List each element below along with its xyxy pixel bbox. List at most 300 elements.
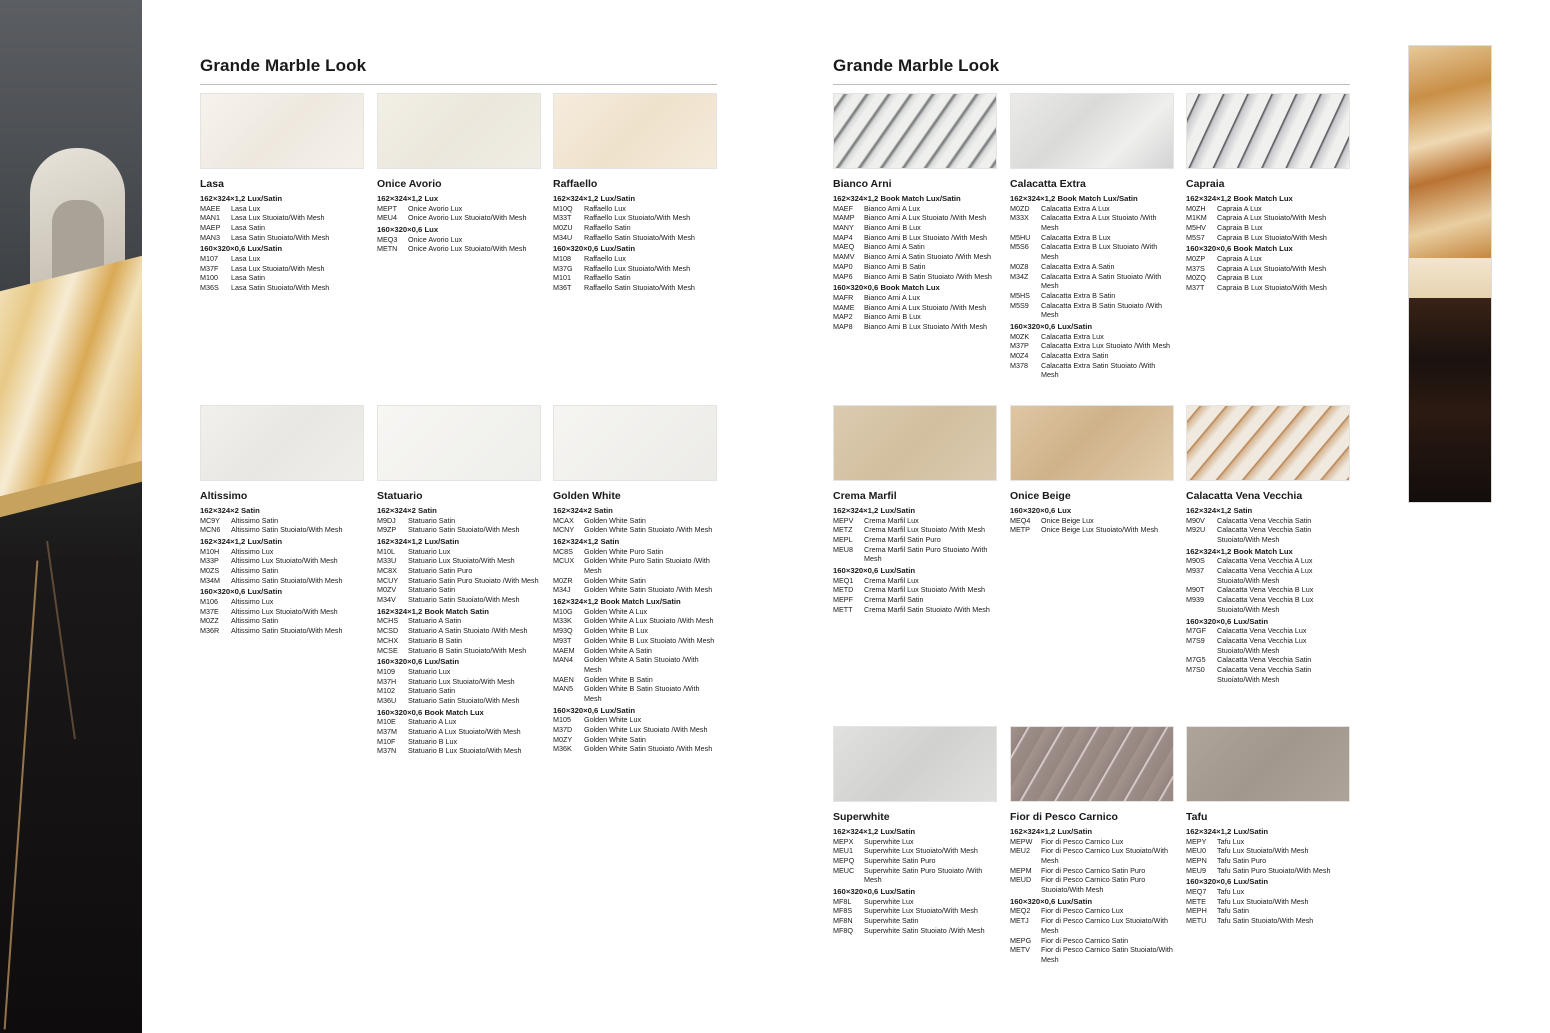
product-code: M10G bbox=[553, 606, 573, 616]
product-code: M36S bbox=[200, 283, 219, 293]
product-code: MF8S bbox=[833, 906, 853, 916]
product-description: Tafu Lux bbox=[1217, 887, 1245, 896]
product-name: Superwhite bbox=[833, 811, 890, 823]
product-code-row bbox=[833, 866, 997, 885]
product-description: Statuario Satin Stuoiato/With Mesh bbox=[408, 595, 520, 605]
product-code: MEU8 bbox=[833, 544, 853, 554]
product-card-statuario bbox=[377, 405, 541, 758]
product-code: M5HV bbox=[1186, 223, 1206, 232]
calacatta-vena-vecchia-swatch-image bbox=[1186, 405, 1350, 481]
product-code-row bbox=[833, 252, 997, 262]
format-group bbox=[377, 607, 541, 655]
product-code-row bbox=[200, 223, 364, 233]
product-code-row bbox=[200, 616, 364, 626]
product-code-row bbox=[553, 556, 717, 575]
product-description: Calacatta Extra A Lux Stuoiato /With Mesh bbox=[1041, 213, 1157, 232]
product-description: Bianco Arni B Satin Stuoiato /With Mesh bbox=[864, 271, 992, 281]
format-group bbox=[833, 194, 997, 281]
format-heading: 160×320×0,6 Lux/Satin bbox=[833, 566, 916, 576]
product-code-row bbox=[833, 516, 997, 526]
product-code: M37G bbox=[553, 263, 573, 273]
product-name: Calacatta Vena Vecchia bbox=[1186, 490, 1303, 502]
product-code-row bbox=[833, 272, 997, 282]
product-code: MF8L bbox=[833, 896, 852, 906]
format-heading: 160×320×0,6 Lux/Satin bbox=[553, 244, 636, 254]
product-code-row bbox=[553, 223, 717, 233]
product-code: MCNY bbox=[553, 525, 575, 535]
product-description: Golden White Satin bbox=[584, 575, 646, 585]
onice-avorio-swatch-image bbox=[377, 93, 541, 169]
superwhite-swatch-image bbox=[833, 726, 997, 802]
product-description: Golden White Puro Satin Stuoiato /With Mesh bbox=[584, 556, 710, 575]
product-code: MAP6 bbox=[833, 271, 853, 281]
format-group bbox=[833, 887, 997, 935]
product-code-row bbox=[377, 566, 541, 576]
format-heading: 162×324×1,2 Book Match Lux/Satin bbox=[1010, 194, 1138, 203]
format-heading: 162×324×2 Satin bbox=[377, 506, 437, 515]
product-code: MEPQ bbox=[833, 856, 855, 865]
page-title-right: Grande Marble Look bbox=[833, 56, 1000, 75]
format-group bbox=[1186, 617, 1350, 685]
product-code-row bbox=[200, 254, 364, 264]
product-code: M37S bbox=[1186, 263, 1205, 273]
onice-beige-swatch-image bbox=[1010, 405, 1174, 481]
product-code-row bbox=[1010, 516, 1174, 526]
product-description: Statuario Satin Stuoiato/With Mesh bbox=[408, 525, 520, 535]
product-code-row bbox=[1010, 945, 1174, 964]
format-heading: 162×324×1,2 Book Match Lux/Satin bbox=[833, 194, 961, 203]
product-code: M33P bbox=[200, 556, 219, 566]
product-code: MEPV bbox=[833, 515, 854, 525]
product-description: Calacatta Extra Lux Stuoiato /With Mesh bbox=[1041, 341, 1171, 351]
product-code-row bbox=[833, 525, 997, 535]
product-code-row bbox=[1010, 361, 1174, 380]
product-code-row bbox=[1010, 846, 1174, 865]
format-heading: 160×320×0,6 Lux/Satin bbox=[200, 587, 283, 597]
product-description: Tafu Satin bbox=[1217, 906, 1249, 916]
product-code-row bbox=[833, 262, 997, 272]
product-code: M90T bbox=[1186, 585, 1205, 595]
product-code: M5S9 bbox=[1010, 300, 1029, 310]
product-code-row bbox=[377, 746, 541, 756]
product-code: M939 bbox=[1186, 595, 1204, 605]
product-description: Statuario Satin Puro Stuoiato /With Mesh bbox=[408, 575, 539, 585]
format-heading: 162×324×1,2 Book Match Lux/Satin bbox=[553, 597, 681, 607]
product-code-row bbox=[1010, 242, 1174, 261]
product-code: MAMP bbox=[833, 213, 855, 223]
product-card-capraia bbox=[1186, 93, 1350, 295]
dark-marble-vein bbox=[46, 541, 76, 739]
product-code: M33U bbox=[377, 556, 397, 566]
product-code-row bbox=[553, 735, 717, 745]
product-description: Altissimo Lux bbox=[231, 597, 274, 606]
product-code-row bbox=[553, 655, 717, 674]
product-code: MEUC bbox=[833, 865, 855, 875]
product-code: M10L bbox=[377, 546, 395, 556]
format-group bbox=[1010, 322, 1174, 380]
product-description: Lasa Satin Stuoiato/With Mesh bbox=[231, 283, 330, 293]
product-code-row bbox=[553, 273, 717, 283]
format-group bbox=[1010, 897, 1174, 965]
product-code: MEPM bbox=[1010, 865, 1032, 875]
product-description: Calacatta Extra A Lux bbox=[1041, 203, 1110, 213]
product-code-row bbox=[377, 667, 541, 677]
product-description: Golden White A Satin bbox=[584, 645, 652, 655]
product-code-row bbox=[553, 607, 717, 617]
format-group bbox=[377, 225, 541, 254]
product-description: Calacatta Extra B Lux Stuoiato /With Mesh bbox=[1041, 242, 1158, 262]
product-name: Crema Marfil bbox=[833, 490, 897, 502]
product-description: Golden White A Lux Stuoiato /With Mesh bbox=[584, 616, 714, 626]
calacatta-extra-swatch-image bbox=[1010, 93, 1174, 169]
product-description: Statuario Lux bbox=[408, 546, 451, 556]
product-description: Altissimo Lux Stuoiato/With Mesh bbox=[231, 556, 338, 566]
product-description: Calacatta Vena Vecchia B Lux Stuoiato/With Mesh bbox=[1217, 595, 1314, 614]
product-description: Onice Avorio Lux bbox=[408, 234, 463, 244]
product-code: M93T bbox=[553, 635, 572, 645]
product-description: Fior di Pesco Carnico Satin Puro bbox=[1041, 865, 1146, 875]
product-description: Statuario A Satin bbox=[408, 616, 462, 626]
product-description: Golden White Puro Satin bbox=[584, 546, 664, 556]
product-name: Raffaello bbox=[553, 178, 598, 190]
product-description: Crema Marfil Lux Stuoiato /With Mesh bbox=[864, 525, 986, 535]
product-code: M5HS bbox=[1010, 290, 1030, 300]
product-code-row bbox=[1186, 223, 1350, 233]
product-code: M34Z bbox=[1010, 271, 1029, 281]
product-code: MAMV bbox=[833, 252, 855, 262]
product-code-row bbox=[1186, 866, 1350, 876]
product-code: M36K bbox=[553, 744, 572, 754]
product-code-row bbox=[200, 576, 364, 586]
page-title-left: Grande Marble Look bbox=[200, 56, 367, 75]
product-code: MEUD bbox=[1010, 875, 1032, 885]
product-description: Fior di Pesco Carnico Lux bbox=[1041, 906, 1124, 916]
product-code: M36U bbox=[377, 695, 397, 705]
product-code-row bbox=[833, 837, 997, 847]
product-description: Bianco Arni A Satin Stuoiato /With Mesh bbox=[864, 252, 992, 262]
format-group bbox=[553, 506, 717, 535]
product-code: M34J bbox=[553, 585, 571, 595]
product-code-row bbox=[377, 556, 541, 566]
product-code-row bbox=[833, 204, 997, 214]
product-description: Fior di Pesco Carnico Satin Stuoiato/With Mesh bbox=[1041, 945, 1173, 964]
product-code: M92U bbox=[1186, 525, 1206, 535]
product-code: M0ZQ bbox=[1186, 273, 1206, 283]
product-code-row bbox=[553, 675, 717, 685]
product-description: Golden White Lux bbox=[584, 715, 642, 725]
product-code-row bbox=[553, 744, 717, 754]
product-code: MAP8 bbox=[833, 321, 853, 331]
product-description: Golden White A Satin Stuoiato /With Mesh bbox=[584, 655, 699, 674]
product-code-row bbox=[377, 727, 541, 737]
product-code: MAN4 bbox=[553, 655, 573, 665]
product-code: MF8N bbox=[833, 916, 853, 926]
product-code-row bbox=[1186, 636, 1350, 655]
product-code-row bbox=[553, 283, 717, 293]
product-description: Calacatta Vena Vecchia Lux bbox=[1217, 626, 1307, 636]
format-heading: 162×324×1,2 Book Match Satin bbox=[377, 606, 489, 616]
product-description: Bianco Arni B Lux Stuoiato /With Mesh bbox=[864, 232, 988, 242]
format-group bbox=[200, 537, 364, 585]
product-code: MC8S bbox=[553, 546, 573, 556]
product-description: Calacatta Extra B Satin Stuoiato /With Mesh bbox=[1041, 300, 1163, 320]
format-heading: 162×324×2 Satin bbox=[553, 506, 613, 515]
product-description: Statuario Satin bbox=[408, 686, 456, 696]
product-description: Capraia A Lux Stuoiato/With Mesh bbox=[1217, 213, 1327, 223]
product-code-row bbox=[833, 223, 997, 233]
product-description: Bianco Arni A Satin bbox=[864, 242, 925, 252]
product-code: M37E bbox=[200, 606, 219, 616]
product-code: MCN6 bbox=[200, 525, 221, 535]
product-description: Lasa Lux bbox=[231, 203, 261, 213]
product-code: M378 bbox=[1010, 360, 1028, 370]
product-code: MAEQ bbox=[833, 242, 855, 252]
product-code-row bbox=[1010, 213, 1174, 232]
product-description: Superwhite Lux bbox=[864, 836, 914, 846]
product-name: Calacatta Extra bbox=[1010, 178, 1086, 190]
format-heading: 160×320×0,6 Lux bbox=[1010, 506, 1072, 515]
lasa-swatch-image bbox=[200, 93, 364, 169]
product-card-lasa bbox=[200, 93, 364, 295]
product-code-row bbox=[553, 684, 717, 703]
product-code-row bbox=[553, 725, 717, 735]
product-description: Golden White Lux Stuoiato /With Mesh bbox=[584, 725, 708, 735]
product-code: M33K bbox=[553, 616, 572, 626]
product-description: Statuario Lux Stuoiato/With Mesh bbox=[408, 556, 515, 566]
product-description: Statuario B Satin Stuoiato/With Mesh bbox=[408, 645, 527, 655]
raffaello-swatch-image bbox=[553, 93, 717, 169]
product-description: Golden White B Lux Stuoiato /With Mesh bbox=[584, 635, 715, 645]
format-group bbox=[1186, 547, 1350, 615]
format-heading: 162×324×1,2 Lux/Satin bbox=[377, 537, 460, 546]
format-heading: 162×324×1,2 Book Match Lux bbox=[1186, 194, 1293, 203]
product-description: Golden White A Lux bbox=[584, 606, 648, 616]
product-code: MAN5 bbox=[553, 684, 573, 694]
product-code: METT bbox=[833, 604, 853, 614]
product-code: M101 bbox=[553, 273, 571, 283]
product-code-row bbox=[1186, 897, 1350, 907]
product-code-row bbox=[1186, 283, 1350, 293]
format-group bbox=[1010, 194, 1174, 320]
product-description: Superwhite Satin Puro bbox=[864, 856, 936, 865]
product-code-row bbox=[200, 525, 364, 535]
product-code-row bbox=[200, 516, 364, 526]
product-description: Calacatta Extra A Satin bbox=[1041, 261, 1115, 271]
product-code-row bbox=[553, 204, 717, 214]
product-description: Calacatta Extra Lux bbox=[1041, 331, 1104, 341]
format-heading: 160×320×0,6 Lux/Satin bbox=[833, 887, 916, 897]
format-heading: 160×320×0,6 Lux/Satin bbox=[553, 705, 636, 715]
product-description: Altissimo Satin Stuoiato/With Mesh bbox=[231, 626, 343, 636]
product-code: M37P bbox=[1010, 341, 1029, 351]
product-code: M10Q bbox=[553, 203, 573, 213]
product-code: MAP4 bbox=[833, 232, 853, 242]
product-card-onice-avorio bbox=[377, 93, 541, 256]
product-code-row bbox=[377, 244, 541, 254]
product-code: M90V bbox=[1186, 515, 1205, 525]
product-code: METP bbox=[1010, 525, 1030, 535]
product-code-row bbox=[377, 525, 541, 535]
product-code-row bbox=[1010, 204, 1174, 214]
product-description: Superwhite Lux Stuoiato/With Mesh bbox=[864, 846, 978, 856]
format-group bbox=[377, 537, 541, 605]
dark-marble-vein bbox=[4, 561, 39, 1030]
product-code-row bbox=[1010, 351, 1174, 361]
product-code: M0ZY bbox=[553, 734, 573, 744]
product-code-row bbox=[553, 254, 717, 264]
format-group bbox=[833, 506, 997, 564]
product-code: MAFR bbox=[833, 292, 854, 302]
product-code-row bbox=[1186, 254, 1350, 264]
product-code: M0ZD bbox=[1010, 203, 1030, 213]
product-description: Calacatta Extra A Satin Stuoiato /With Mesh bbox=[1041, 271, 1162, 291]
product-code: M5S7 bbox=[1186, 232, 1205, 242]
product-description: Raffaello Satin Stuoiato/With Mesh bbox=[584, 232, 695, 242]
product-code: MAN3 bbox=[200, 232, 220, 242]
product-code: M37D bbox=[553, 725, 573, 735]
product-code-row bbox=[1010, 866, 1174, 876]
product-description: Onice Beige Lux Stuoiato/With Mesh bbox=[1041, 525, 1159, 535]
product-code-row bbox=[1010, 906, 1174, 916]
product-description: Capraia A Lux Stuoiato/With Mesh bbox=[1217, 263, 1327, 273]
format-heading: 162×324×1,2 Lux/Satin bbox=[1010, 827, 1093, 836]
product-code-row bbox=[377, 626, 541, 636]
product-code: MC9Y bbox=[200, 515, 220, 525]
product-description: Golden White B Satin Stuoiato /With Mesh bbox=[584, 684, 700, 704]
product-name: Capraia bbox=[1186, 178, 1225, 190]
product-code-row bbox=[833, 916, 997, 926]
product-code: MAEN bbox=[553, 674, 574, 684]
product-code: M0ZZ bbox=[200, 616, 219, 626]
product-code-row bbox=[833, 242, 997, 252]
product-code: M102 bbox=[377, 686, 395, 696]
product-description: Tafu Lux Stuoiato/With Mesh bbox=[1217, 896, 1309, 906]
format-heading: 162×324×1,2 Lux/Satin bbox=[833, 506, 916, 515]
product-description: Lasa Lux Stuoiato/With Mesh bbox=[231, 213, 325, 223]
product-code-row bbox=[200, 626, 364, 636]
format-group bbox=[833, 827, 997, 885]
product-description: Calacatta Vena Vecchia Satin Stuoiato/With Mesh bbox=[1217, 525, 1312, 544]
product-description: Fior di Pesco Carnico Satin bbox=[1041, 935, 1129, 945]
product-description: Capraia B Lux bbox=[1217, 223, 1263, 232]
product-code-row bbox=[200, 607, 364, 617]
format-heading: 162×324×1,2 Lux/Satin bbox=[833, 827, 916, 836]
product-code-row bbox=[1186, 837, 1350, 847]
product-code: M37M bbox=[377, 726, 397, 736]
product-code: M5HU bbox=[1010, 232, 1031, 242]
product-code: MEPW bbox=[1010, 836, 1033, 846]
product-description: Statuario B Lux bbox=[408, 736, 458, 746]
product-description: Calacatta Vena Vecchia Lux Stuoiato/With Mesh bbox=[1217, 635, 1307, 655]
product-description: Altissimo Satin Stuoiato/With Mesh bbox=[231, 575, 343, 585]
product-code: M37F bbox=[200, 263, 219, 273]
product-description: Bianco Arni A Lux Stuoiato /With Mesh bbox=[864, 213, 987, 223]
format-heading: 160×320×0,6 Lux/Satin bbox=[1186, 616, 1269, 626]
product-name: Altissimo bbox=[200, 490, 248, 502]
product-code-row bbox=[377, 737, 541, 747]
product-description: Calacatta Extra B Lux bbox=[1041, 232, 1111, 242]
product-description: Golden White Satin bbox=[584, 734, 646, 744]
product-code: M100 bbox=[200, 273, 218, 283]
product-code: MAP2 bbox=[833, 312, 853, 322]
product-code-row bbox=[200, 597, 364, 607]
format-group bbox=[553, 537, 717, 595]
product-code: M105 bbox=[553, 715, 571, 725]
product-description: Superwhite Satin Puro Stuoiato /With Mesh bbox=[864, 865, 983, 885]
product-code-row bbox=[1186, 665, 1350, 684]
product-code-row bbox=[833, 303, 997, 313]
product-description: Calacatta Vena Vecchia Satin Stuoiato/With Mesh bbox=[1217, 664, 1312, 684]
product-card-golden-white bbox=[553, 405, 717, 756]
product-description: Tafu Satin Puro bbox=[1217, 856, 1267, 865]
product-code-row bbox=[1010, 301, 1174, 320]
product-card-calacatta-extra bbox=[1010, 93, 1174, 382]
product-code: MEPH bbox=[1186, 906, 1207, 916]
capraia-swatch-image bbox=[1186, 93, 1350, 169]
product-code-row bbox=[1010, 291, 1174, 301]
product-description: Altissimo Satin bbox=[231, 515, 279, 525]
product-description: Statuario Lux Stuoiato/With Mesh bbox=[408, 676, 515, 686]
format-heading: 162×324×1,2 Satin bbox=[553, 537, 620, 546]
product-description: Bianco Arni B Satin bbox=[864, 261, 926, 271]
product-code: M1KM bbox=[1186, 213, 1207, 223]
product-description: Golden White Satin bbox=[584, 515, 646, 525]
product-code-row bbox=[1010, 272, 1174, 291]
format-heading: 162×324×1,2 Lux bbox=[377, 194, 439, 203]
product-code-row bbox=[553, 576, 717, 586]
product-code-row bbox=[553, 547, 717, 557]
product-description: Onice Beige Lux bbox=[1041, 515, 1094, 525]
product-code-row bbox=[833, 906, 997, 916]
product-code: MCAX bbox=[553, 515, 574, 525]
product-code-row bbox=[833, 535, 997, 545]
product-description: Fior di Pesco Carnico Lux bbox=[1041, 836, 1124, 846]
product-code: M37H bbox=[377, 676, 397, 686]
product-code-row bbox=[200, 273, 364, 283]
product-code-row bbox=[1186, 273, 1350, 283]
format-group bbox=[1186, 244, 1350, 292]
marble-table-top bbox=[0, 246, 142, 498]
product-description: Lasa Satin Stuoiato/With Mesh bbox=[231, 232, 330, 242]
product-code: MEQ3 bbox=[377, 234, 398, 244]
product-description: Tafu Lux bbox=[1217, 836, 1245, 846]
product-code-row bbox=[1186, 846, 1350, 856]
golden-white-swatch-image bbox=[553, 405, 717, 481]
product-code-row bbox=[1010, 875, 1174, 894]
product-description: Raffaello Satin bbox=[584, 223, 631, 232]
product-code-row bbox=[200, 264, 364, 274]
product-code-row bbox=[377, 585, 541, 595]
format-heading: 160×320×0,6 Lux/Satin bbox=[1186, 877, 1269, 887]
format-group bbox=[1186, 194, 1350, 242]
product-code: M0Z8 bbox=[1010, 261, 1029, 271]
product-description: Statuario A Satin Stuoiato /With Mesh bbox=[408, 626, 528, 636]
product-code-row bbox=[553, 646, 717, 656]
product-description: Golden White B Lux bbox=[584, 626, 648, 636]
product-description: Calacatta Extra Satin Stuoiato /With Mesh bbox=[1041, 360, 1156, 380]
format-heading: 162×324×1,2 Lux/Satin bbox=[200, 194, 283, 203]
product-code: MEQ1 bbox=[833, 575, 854, 585]
product-code: M10H bbox=[200, 546, 220, 556]
product-description: Bianco Arni A Lux bbox=[864, 292, 920, 302]
format-group bbox=[553, 597, 717, 704]
format-group bbox=[553, 706, 717, 754]
product-card-altissimo bbox=[200, 405, 364, 638]
format-group bbox=[377, 506, 541, 535]
product-card-superwhite bbox=[833, 726, 997, 938]
product-description: Capraia B Lux Stuoiato/With Mesh bbox=[1217, 283, 1327, 293]
product-code: MAEM bbox=[553, 645, 575, 655]
